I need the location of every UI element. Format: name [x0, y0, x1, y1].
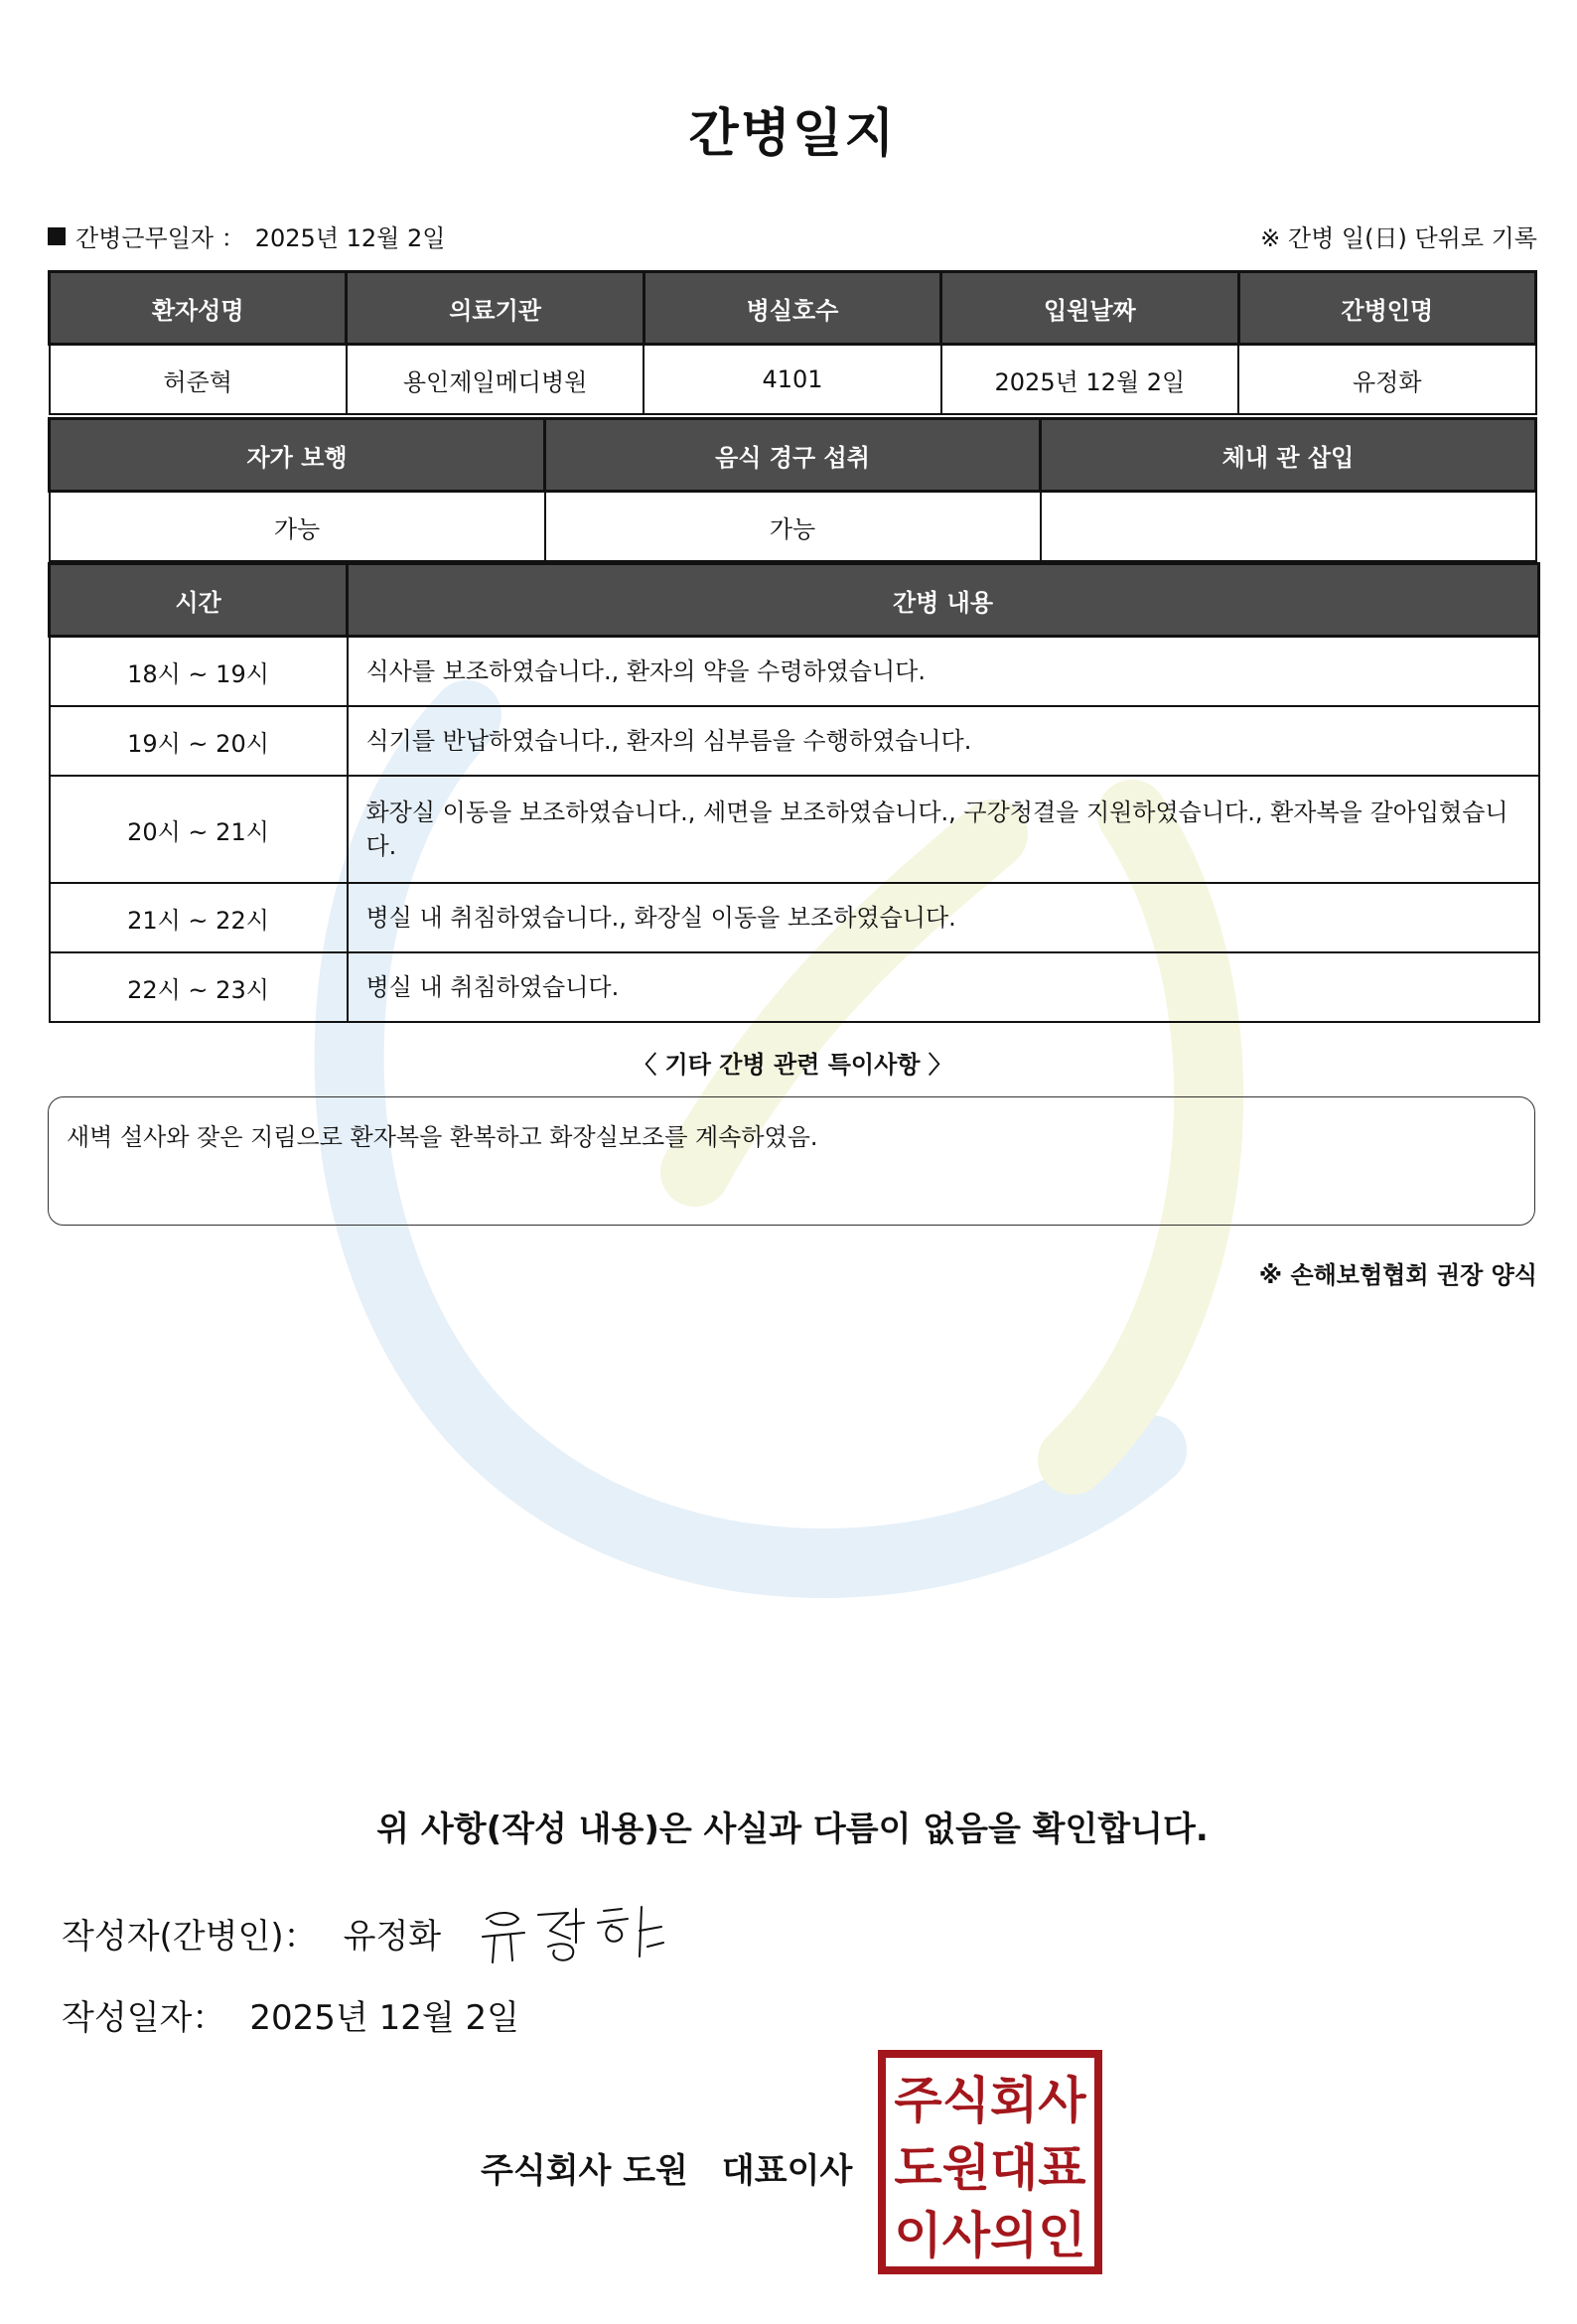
notes-box — [48, 1096, 1535, 1226]
square-bullet-icon — [48, 227, 66, 245]
care-content: 화장실 이동을 보조하였습니다., 세면을 보조하였습니다., 구강청결을 지원하였습니다., 환자복을 갈아입혔습니다. — [348, 776, 1539, 883]
table-header-row — [50, 272, 1536, 345]
recommend-note: ※ 손해보험협회 권장 양식 — [1258, 1261, 1537, 1289]
tube-insertion — [1041, 492, 1536, 562]
table-row — [50, 883, 1539, 952]
care-time: 19시 ~ 20시 — [50, 706, 348, 776]
work-date — [48, 218, 445, 253]
company-seal-stamp — [878, 2050, 1102, 2274]
header-tube-insertion: 체내 관 삽입 — [1041, 419, 1536, 492]
header-patient-name: 환자성명 — [50, 272, 347, 345]
oral-intake: 가능 — [545, 492, 1041, 562]
header-caregiver-name: 간병인명 — [1238, 272, 1535, 345]
work-date-label: 간병근무일자 ： — [75, 224, 245, 252]
company-line — [481, 2143, 852, 2192]
company-title: 대표이사 — [721, 2151, 853, 2191]
write-date-value: 2025년 12월 2일 — [249, 1998, 519, 2038]
care-time: 18시 ~ 19시 — [50, 637, 348, 707]
patient-status-table — [48, 417, 1537, 562]
record-note: ※ 간병 일(日) 단위로 기록 — [1260, 224, 1537, 252]
svg-text:주식회사: 주식회사 — [894, 2072, 1086, 2129]
care-time: 21시 ~ 22시 — [50, 883, 348, 952]
writer-label: 작성자(간병인)： — [62, 1917, 318, 1957]
self-walking: 가능 — [50, 492, 545, 562]
header-care-content: 간병 내용 — [348, 564, 1539, 637]
svg-text:도원대표: 도원대표 — [894, 2139, 1086, 2197]
document-title: 간병일지 — [688, 104, 897, 164]
confirmation-statement: 위 사항(작성 내용)은 사실과 다름이 없음을 확인합니다. — [376, 1810, 1209, 1849]
table-row — [50, 952, 1539, 1022]
header-hospital: 의료기관 — [347, 272, 644, 345]
writer-line — [62, 1909, 441, 1958]
table-header-row — [50, 564, 1539, 637]
care-content: 식사를 보조하였습니다., 환자의 약을 수령하였습니다. — [348, 637, 1539, 707]
header-admission-date: 입원날짜 — [941, 272, 1238, 345]
table-row — [50, 345, 1536, 415]
header-self-walking: 자가 보행 — [50, 419, 545, 492]
care-content: 병실 내 취침하였습니다., 화장실 이동을 보조하였습니다. — [348, 883, 1539, 952]
care-log-table — [48, 562, 1540, 1023]
write-date-line — [62, 1990, 519, 2039]
writer-name: 유정화 — [343, 1917, 442, 1957]
work-date-value: 2025년 12월 2일 — [254, 224, 446, 252]
handwritten-signature — [473, 1897, 671, 1972]
hospital: 용인제일메디병원 — [347, 345, 644, 415]
table-row — [50, 776, 1539, 883]
write-date-label: 작성일자： — [62, 1998, 226, 2038]
table-row — [50, 492, 1536, 562]
svg-text:이사의인: 이사의인 — [894, 2207, 1086, 2264]
patient-info-table — [48, 270, 1537, 415]
header-oral-intake: 음식 경구 섭취 — [545, 419, 1041, 492]
admission-date: 2025년 12월 2일 — [941, 345, 1238, 415]
care-content: 식기를 반납하였습니다., 환자의 심부름을 수행하였습니다. — [348, 706, 1539, 776]
header-time: 시간 — [50, 564, 348, 637]
notes-text: 새벽 설사와 잦은 지림으로 환자복을 환복하고 화장실보조를 계속하였음. — [67, 1123, 818, 1151]
patient-name: 허준혁 — [50, 345, 347, 415]
caregiver-name: 유정화 — [1238, 345, 1535, 415]
room-number: 4101 — [644, 345, 940, 415]
table-row — [50, 637, 1539, 707]
care-time: 20시 ~ 21시 — [50, 776, 348, 883]
care-time: 22시 ~ 23시 — [50, 952, 348, 1022]
header-room-number: 병실호수 — [644, 272, 940, 345]
table-row — [50, 706, 1539, 776]
notes-label: 〈 기타 간병 관련 특이사항 〉 — [633, 1051, 952, 1079]
table-header-row — [50, 419, 1536, 492]
company-name: 주식회사 도원 — [481, 2151, 688, 2191]
care-content: 병실 내 취침하였습니다. — [348, 952, 1539, 1022]
